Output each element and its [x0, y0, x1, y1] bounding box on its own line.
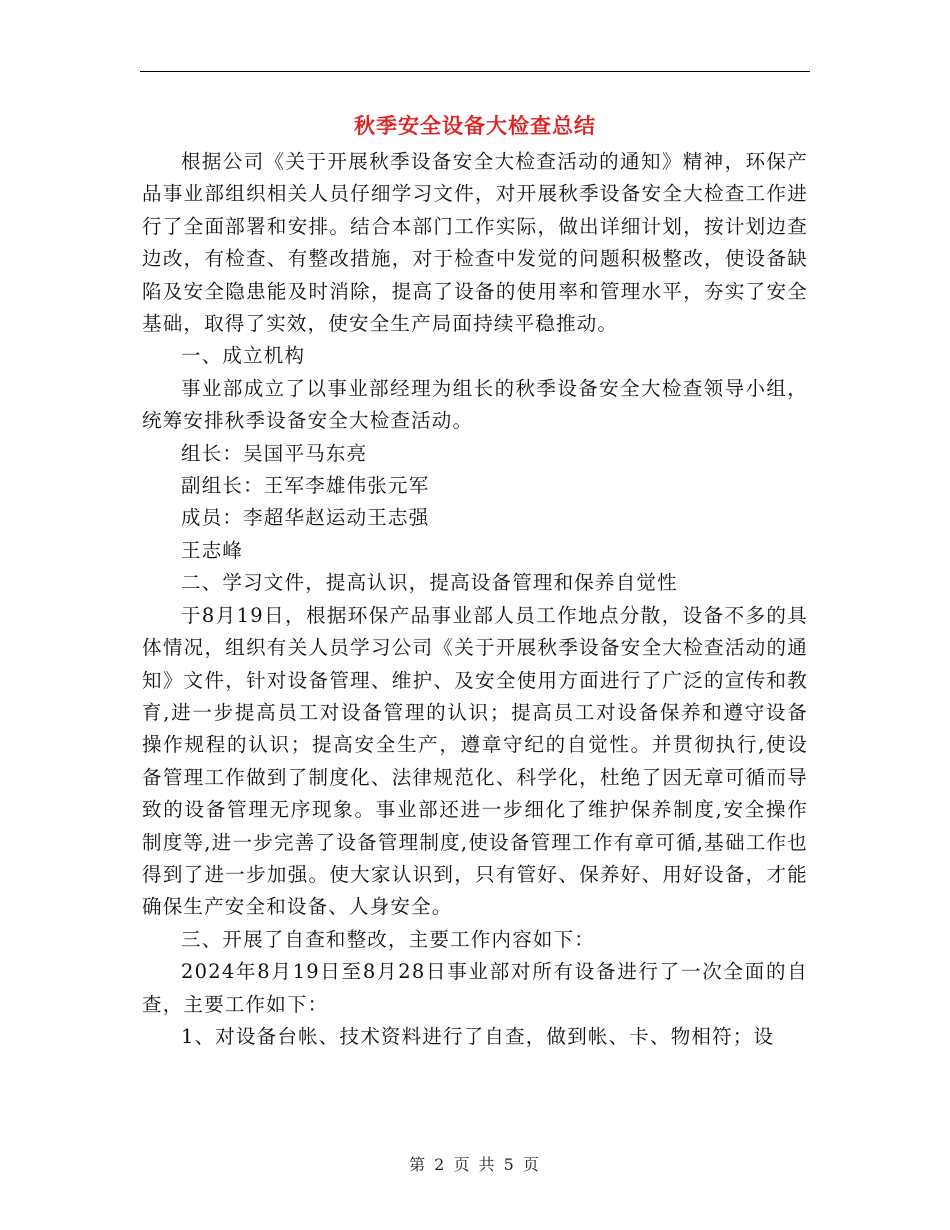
paragraph-intro: 根据公司《关于开展秋季设备安全大检查活动的通知》精神，环保产品事业部组织相关人员仔细学习文件，对开展秋季设备安全大检查工作进行了全面部署和安排。结合本部门工作实际，做出详细计划，按计划边查边改，有检查、有整改措施，对于检查中发觉的问题积极整改，使设备缺陷及安全隐患能及时消除，提高了设备的使用率和管理水平，夯实了安全基础，取得了实效，使安全生产局面持续平稳推动。	[142, 150, 808, 336]
header-rule	[140, 71, 810, 72]
section-heading-1: 一、成立机构	[181, 344, 306, 368]
section-heading-3: 三、开展了自查和整改，主要工作内容如下：	[181, 927, 596, 951]
members-line: 成员：李超华赵运动王志强	[181, 506, 430, 530]
page-number: 第 2 页 共 5 页	[409, 1155, 541, 1174]
paragraph-study: 于8月19日，根据环保产品事业部人员工作地点分散，设备不多的具体情况，组织有关人员学习公司《关于开展秋季设备安全大检查活动的通知》文件，针对设备管理、维护、及安全使用方面进行了广泛的宣传和教育,进一步提高员工对设备管理的认识；提高员工对设备保养和遵守设备操作规程的认识；提高安全生产，遵章守纪的自觉性。并贯彻执行,使设备管理工作做到了制度化、法律规范化、科学化，杜绝了因无章可循而导致的设备管理无序现象。事业部还进一步细化了维护保养制度,安全操作制度等,进一步完善了设备管理制度,使设备管理工作有章可循,基础工作也得到了进一步加强。使大家认识到，只有管好、保养好、用好设备，才能确保生产安全和设备、人身安全。	[142, 603, 808, 919]
section-heading-2: 二、学习文件，提高认识，提高设备管理和保养自觉性	[181, 571, 678, 595]
leader-line: 组长：吴国平马东亮	[181, 441, 368, 465]
paragraph-self-check: 2024年8月19日至8月28日事业部对所有设备进行了一次全面的自查，主要工作如下：	[142, 960, 808, 1016]
document-body	[142, 146, 808, 1053]
deputy-leader-line: 副组长：王军李雄伟张元军	[181, 474, 430, 498]
list-item-1: 1、对设备台帐、技术资料进行了自查，做到帐、卡、物相符；设	[181, 1024, 775, 1048]
paragraph-organization: 事业部成立了以事业部经理为组长的秋季设备安全大检查领导小组，统筹安排秋季设备安全大检查活动。	[142, 376, 808, 433]
members-line-continued: 王志峰	[181, 538, 244, 562]
document-title: 秋季安全设备大检查总结	[354, 113, 596, 138]
